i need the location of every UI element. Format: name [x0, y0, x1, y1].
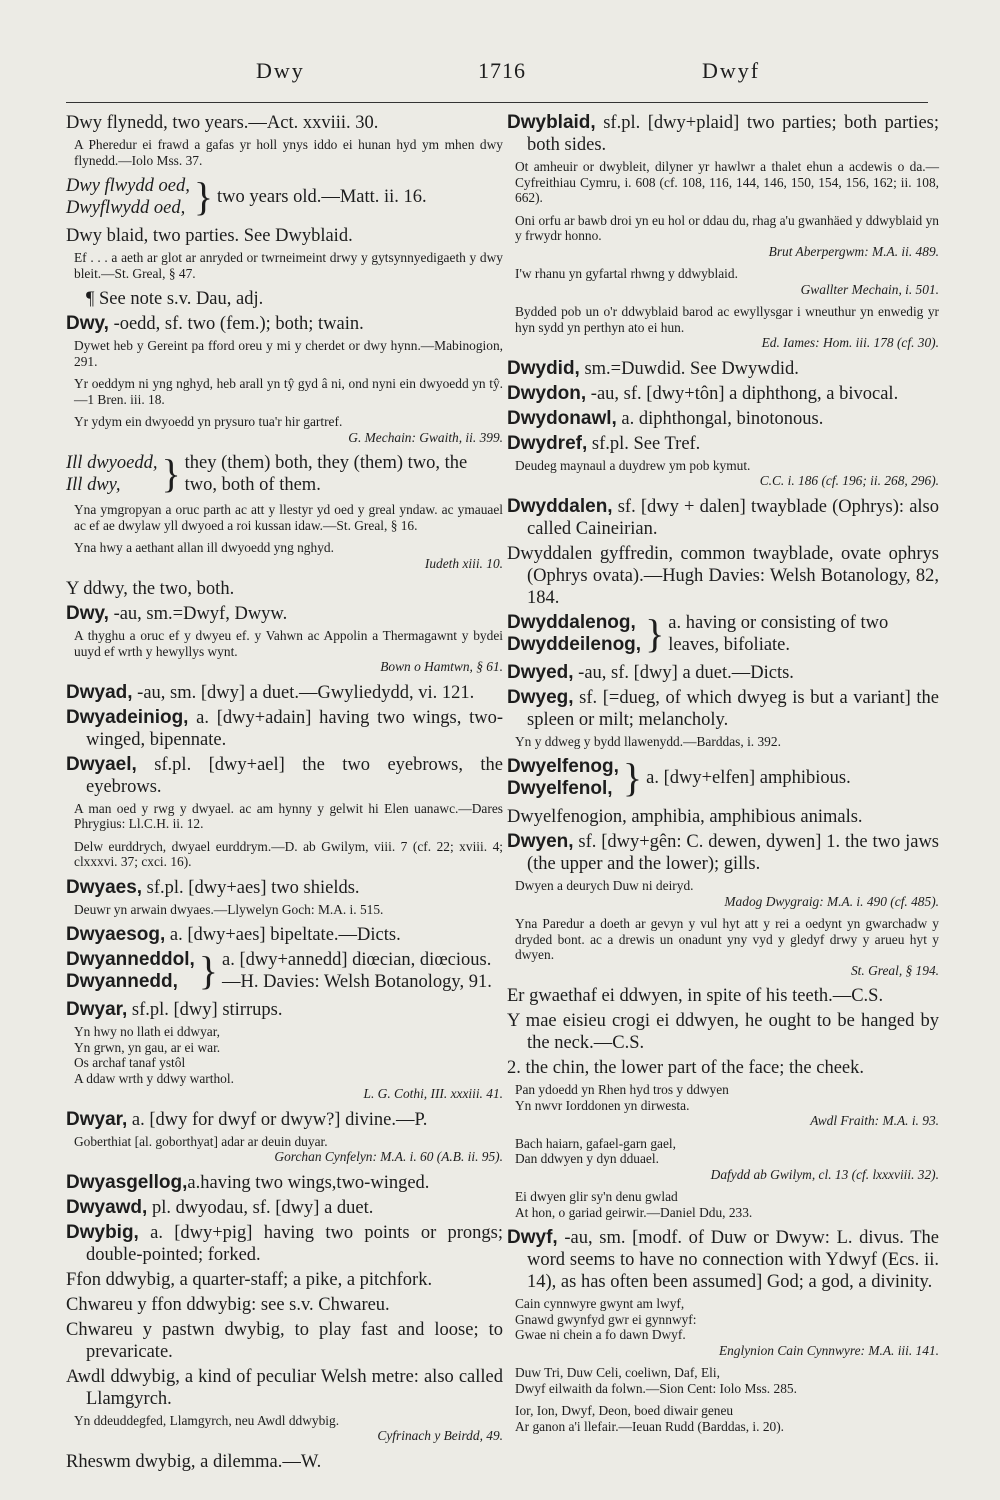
verse-line: Bach haiarn, gafael-garn gael, — [515, 1135, 676, 1151]
braced-definition: a. [dwy+elfen] amphibious. — [646, 768, 851, 788]
entry-definition: -oedd, sf. two (fem.); both; twain. — [108, 314, 364, 334]
citation — [66, 801, 503, 832]
citation-text: Deuwr yn arwain dwyaes.—Llywelyn Goch: M.A. i. 515. — [74, 901, 384, 917]
dictionary-entry — [66, 1172, 503, 1194]
citation — [507, 916, 939, 978]
braced-entry — [66, 175, 503, 219]
citation — [507, 878, 939, 909]
entry-definition: sf. [dwy+gên: C. dewen, dywen] 1. the two jaws (the upper and the lower); gills. — [527, 832, 939, 874]
dictionary-entry — [507, 496, 939, 540]
citation — [66, 839, 503, 870]
citation — [507, 304, 939, 351]
headword: Dwyad, — [66, 681, 133, 703]
citation — [66, 414, 503, 445]
citation-text: Yn ddeuddegfed, Llamgyrch, neu Awdl ddwybig. — [74, 1412, 340, 1428]
braced-headword: Dwyannedd, — [66, 971, 178, 992]
verse-line: Gnawd gwynfyd gwr ei gynnwyf: — [515, 1311, 697, 1327]
brace-symbol: } — [193, 174, 214, 219]
sub-entry: 2. the chin, the lower part of the face; the cheek. — [507, 1058, 864, 1078]
sub-entry: Dwyelfenogion, amphibia, amphibious animals. — [507, 807, 863, 827]
entry-definition: -au, sf. [dwy+tôn] a diphthong, a bivocal. — [586, 383, 899, 404]
sub-entry: Y ddwy, the two, both. — [66, 579, 235, 599]
verse-citation — [507, 1189, 939, 1220]
dictionary-entry — [507, 1227, 939, 1293]
citation-text: Dywet heb y Gereint pa fford oreu y mi y cherdet or dwy hynn.—Mabinogion, 291. — [74, 338, 503, 369]
citation-source: Gwallter Mechain, i. 501. — [800, 281, 939, 297]
headword: Dwyar, — [66, 999, 128, 1020]
dictionary-entry — [66, 682, 503, 704]
dictionary-entry — [507, 687, 939, 731]
page-number: 1716 — [478, 58, 526, 83]
braced-headwords — [66, 452, 157, 496]
citation — [66, 628, 503, 675]
citation-source: Madog Dwygraig: M.A. i. 490 (cf. 485). — [724, 893, 939, 909]
verse-citation — [66, 1024, 503, 1102]
citation-text: Yna ymgropyan a oruc parth ac att y llestyr yd oed y greal yndaw. ac ymauael ac ef ae dwylaw yll dwyoed a roi kussan idaw.—St. Greal, § 16. — [74, 502, 503, 533]
braced-headword: Dwyflwydd oed, — [66, 198, 186, 218]
headword: Dwyaesog, — [66, 924, 166, 945]
citation-source: Awdl Fraith: M.A. i. 93. — [810, 1113, 939, 1128]
verse-citation — [507, 1296, 939, 1358]
entry-definition: -au, sm. [dwy] a duet.—Gwyliedydd, vi. 121. — [132, 682, 475, 703]
citation-text: Yr ydym ein dwyoedd yn prysuro tua'r hir gartref. — [74, 414, 343, 429]
entry-definition: a. [dwy+pig] having two points or prongs; double-pointed; forked. — [86, 1222, 503, 1265]
headword: Dwy, — [66, 313, 109, 334]
headword: Dwydon, — [507, 382, 587, 404]
dictionary-entry — [66, 313, 503, 335]
citation-text: Dwyen a deurych Duw ni deiryd. — [515, 878, 694, 893]
verse-line: Ar ganon a'i llefair.—Ieuan Rudd (Barddas, i. 20). — [515, 1418, 785, 1434]
verse-line: Ei dwyen glir sy'n denu gwlad — [515, 1189, 678, 1204]
citation-source: Iudeth xiii. 10. — [424, 555, 503, 571]
verse-line: A ddaw wrth y ddwy warthol. — [74, 1070, 234, 1086]
dictionary-entry — [66, 707, 503, 751]
usage-note: ¶ See note s.v. Dau, adj. — [86, 289, 264, 309]
dictionary-entry — [66, 754, 503, 798]
entry-definition: a. [dwy for dwyf or dwyw?] divine.—P. — [127, 1109, 428, 1130]
headword: Dwyael, — [66, 753, 137, 775]
verse-line: Os archaf tanaf ystôl — [74, 1055, 186, 1070]
sub-entry: Dwy blaid, two parties. See Dwyblaid. — [66, 226, 353, 246]
verse-line: Duw Tri, Duw Celi, coeliwn, Daf, Eli, — [515, 1365, 720, 1380]
dictionary-entry — [66, 999, 503, 1021]
braced-headword: Dwy flwydd oed, — [66, 176, 190, 196]
entry-definition: sf.pl. [dwy+plaid] two parties; both parties; both sides. — [527, 113, 939, 155]
citation-source: Cyfrinach y Beirdd, 49. — [377, 1428, 503, 1443]
citation-text: A Pheredur ei frawd a gafas yr holl ynys iddo ei hunan hyd ym mhen dwy flynedd.—Iolo Mss. 37. — [74, 137, 503, 168]
citation-source: St. Greal, § 194. — [850, 962, 939, 978]
citation — [66, 902, 503, 918]
dictionary-entry — [507, 383, 939, 405]
braced-headword: Ill dwy, — [66, 475, 121, 495]
sub-entry: Dwy flynedd, two years.—Act. xxviii. 30. — [66, 113, 379, 133]
running-head-right: Dwyf — [702, 58, 761, 83]
citation — [507, 266, 939, 297]
dictionary-entry — [66, 924, 503, 946]
headword: Dwydonawl, — [507, 407, 617, 429]
braced-definition: two years old.—Matt. ii. 16. — [217, 187, 427, 207]
citation — [66, 250, 503, 281]
dictionary-entry — [507, 831, 939, 875]
dictionary-entry — [66, 1109, 503, 1131]
header-rule — [66, 102, 928, 103]
entry-definition: sf.pl. [dwy] stirrups. — [127, 1000, 283, 1020]
sub-entry: Chwareu y ffon ddwybig: see s.v. Chwareu. — [66, 1294, 390, 1315]
headword: Dwyen, — [507, 831, 574, 852]
sub-entry: Dwyddalen gyffredin, common twayblade, ovate ophrys (Ophrys ovata).—Hugh Davies: Welsh Botanology, 82, 184. — [507, 543, 939, 608]
verse-line: Dan ddwyen y dyn dduael. — [515, 1151, 659, 1166]
braced-headword: Dwyelfenol, — [507, 778, 613, 799]
verse-citation — [507, 1403, 939, 1434]
citation-text: A man oed y rwg y dwyael. ac am hynny y gelwit hi Elen uanawc.—Dares Phrygius: Ll.C.H. ii. 12. — [74, 800, 503, 831]
entry-definition: a.having two wings,two-winged. — [187, 1172, 430, 1193]
citation-text: A thyghu a oruc ef y dwyeu ef. y Vahwn ac Appolin a Thermagawnt y bydei uuyd ef wrth y hewyllys wynt. — [74, 628, 503, 659]
braced-headword: Dwyddalenog, — [507, 611, 636, 633]
headword: Dwyddalen, — [507, 495, 613, 517]
citation-source: Dafydd ab Gwilym, cl. 13 (cf. lxxxviii. 32). — [710, 1166, 939, 1182]
citation — [66, 540, 503, 571]
citation — [507, 458, 939, 489]
braced-headwords — [507, 756, 619, 800]
verse-line: Dwyf eilwaith da folwn.—Sion Cent: Iolo Mss. 285. — [515, 1380, 797, 1396]
sub-entry: Y mae eisieu crogi ei ddwyen, he ought to be hanged by the neck.—C.S. — [507, 1011, 939, 1053]
verse-line: Yn hwy no llath ei ddwyar, — [74, 1024, 220, 1039]
citation-text: Ef . . . a aeth ar glot ar anryded or twrneimeint drwy y gytsynnyedigaeth y dwy bleit.—St. Greal, § 47. — [74, 250, 503, 281]
headword: Dwyadeiniog, — [66, 706, 189, 728]
citation-text: Yna hwy a aethant allan ill dwyoedd yng nghyd. — [74, 540, 334, 555]
citation-text: Oni orfu ar bawb droi yn eu hol or ddau du, rhag a'u gwanhäed y ddwyblaid yn y frwydr honno. — [515, 212, 939, 243]
entry-definition: -au, sm. [modf. of Duw or Dwyw: L. divus. The word seems to have no connection with Ydwyf (Ecs. ii. 14), as has often been assumed] God; a god, a divinity. — [527, 1228, 939, 1292]
verse-line: Yn nwvr Iorddonen yn dirwesta. — [515, 1097, 690, 1113]
verse-line: Cain cynnwyre gwynt am lwyf, — [515, 1296, 685, 1311]
headword: Dwyblaid, — [507, 112, 596, 133]
dictionary-entry — [66, 877, 503, 899]
braced-definition: a. having or consisting of two leaves, bifoliate. — [668, 612, 889, 655]
dictionary-entry — [507, 112, 939, 156]
entry-definition: a. diphthongal, binotonous. — [616, 408, 824, 429]
entry-definition: a. [dwy+adain] having two wings, two-winged, bipennate. — [86, 707, 503, 750]
braced-headword: Ill dwyoedd, — [66, 453, 158, 473]
citation-source: L. G. Cothi, III. xxxiii. 41. — [363, 1086, 503, 1101]
verse-line: Gwae ni chein a fo dawn Dwyf. — [515, 1327, 686, 1342]
citation — [66, 376, 503, 407]
headword: Dwyed, — [507, 661, 574, 683]
citation-source: G. Mechain: Gwaith, ii. 399. — [348, 429, 503, 445]
citation-text: Delw eurddrych, dwyael eurddrym.—D. ab Gwilym, viii. 7 (cf. 22; xviii. 4; clxxxvi. 37; cxci. 16). — [74, 838, 503, 869]
citation-text: Deudeg maynaul a duydrew ym pob kymut. — [515, 457, 751, 473]
braced-entry — [66, 949, 503, 993]
brace-symbol: } — [645, 610, 665, 656]
verse-line: Pan ydoedd yn Rhen hyd tros y ddwyen — [515, 1082, 729, 1097]
dictionary-entry — [66, 1197, 503, 1219]
citation-text: Yn y ddweg y bydd llawenydd.—Barddas, i. 392. — [515, 733, 781, 749]
citation-source: Brut Aberpergwm: M.A. ii. 489. — [768, 243, 939, 259]
citation-text: Bydded pob un o'r ddwyblaid barod ac ewyllysgar i wneuthur yn enwedig yr hyn sydd yn perthyn ato ei hun. — [515, 304, 939, 335]
headword: Dwyeg, — [507, 686, 574, 708]
entry-definition: a. [dwy+aes] bipeltate.—Dicts. — [165, 925, 401, 945]
dictionary-entry — [507, 662, 939, 684]
headword: Dwyaes, — [66, 876, 143, 898]
citation-text: Ot amheuir or dwybleit, dilyner yr hawlwr a thalet ehun a acdewis o da.—Cyfreithiau Cymru, i. 608 (cf. 108, 116, 144, 146, 150, 154, 156, 162; ii. 108, 662). — [515, 159, 939, 205]
citation-text: Goberthiat [al. goborthyat] adar ar deuin duyar. — [74, 1133, 328, 1149]
sub-entry: Er gwaethaf ei ddwyen, in spite of his teeth.—C.S. — [507, 986, 884, 1006]
sub-entry: Chwareu y pastwn dwybig, to play fast and loose; to prevaricate. — [66, 1319, 503, 1362]
headword: Dwyf, — [507, 1227, 558, 1248]
headword: Dwydref, — [507, 432, 588, 454]
left-column — [66, 112, 503, 1476]
dictionary-entry — [507, 408, 939, 430]
citation-source: Ed. Iames: Hom. iii. 178 (cf. 30). — [761, 335, 939, 350]
brace-symbol: } — [161, 451, 181, 496]
braced-definition: a. [dwy+annedd] diœcian, diœcious.—H. Davies: Welsh Botanology, 91. — [222, 950, 492, 992]
braced-entry — [66, 452, 503, 496]
citation-source: C.C. i. 186 (cf. 196; ii. 268, 296). — [759, 473, 939, 488]
verse-citation — [507, 1365, 939, 1396]
braced-headword: Dwyelfenog, — [507, 756, 619, 777]
entry-definition: pl. dwyodau, sf. [dwy] a duet. — [147, 1197, 374, 1218]
citation-text: Yna Paredur a doeth ar gevyn y vul hyt att y rei a oedynt yn gwarchadw y dryded bont. ac a drewis un onadunt yny vyd y gledyf drwy y arueu hyt y dwyen. — [515, 916, 939, 962]
citation-source: Gorchan Cynfelyn: M.A. i. 60 (A.B. ii. 95). — [274, 1149, 503, 1164]
braced-entry — [507, 612, 939, 656]
verse-citation — [507, 1136, 939, 1183]
citation-text: Yr oeddym ni yng nghyd, heb arall yn tŷ gyd â ni, ond nyni ein dwyoedd yn tŷ.—1 Bren. iii. 18. — [74, 376, 503, 407]
citation — [507, 159, 939, 206]
brace-symbol: } — [198, 948, 218, 993]
braced-headword: Dwyddeilenog, — [507, 633, 642, 655]
headword: Dwyar, — [66, 1108, 128, 1130]
entry-definition: sm.=Duwdid. See Dwywdid. — [579, 358, 799, 379]
braced-headwords — [507, 612, 641, 656]
entry-definition: -au, sm.=Dwyf, Dwyw. — [108, 604, 288, 624]
verse-citation — [507, 1082, 939, 1129]
braced-headwords — [66, 175, 190, 219]
citation — [66, 502, 503, 533]
dictionary-entry — [507, 358, 939, 380]
verse-line: At hon, o gariad geirwir.—Daniel Ddu, 233. — [515, 1204, 753, 1220]
verse-line: Yn grwn, yn gau, ar ei war. — [74, 1039, 221, 1055]
dictionary-entry — [66, 603, 503, 625]
citation — [66, 1134, 503, 1165]
citation — [507, 734, 939, 750]
citation — [66, 1413, 503, 1444]
brace-symbol: } — [622, 755, 643, 800]
headword: Dwyawd, — [66, 1196, 148, 1218]
verse-line: Ior, Ion, Dwyf, Deon, boed diwair geneu — [515, 1403, 734, 1418]
sub-entry: Awdl ddwybig, a kind of peculiar Welsh metre: also called Llamgyrch. — [66, 1366, 503, 1409]
citation — [66, 338, 503, 369]
running-head-left: Dwy — [256, 58, 305, 83]
sub-entry: Rheswm dwybig, a dilemma.—W. — [66, 1451, 322, 1472]
right-column — [507, 112, 939, 1441]
entry-definition: sf. [dwy + dalen] twayblade (Ophrys): also called Caineirian. — [527, 496, 939, 539]
citation — [66, 137, 503, 168]
braced-definition: they (them) both, they (them) two, the two, both of them. — [184, 453, 468, 495]
braced-headwords — [66, 949, 195, 993]
entry-definition: sf.pl. See Tref. — [587, 433, 701, 454]
dictionary-entry — [507, 433, 939, 455]
citation-text: I'w rhanu yn gyfartal rhwng y ddwyblaid. — [515, 266, 738, 281]
entry-definition: sf.pl. [dwy+ael] the two eyebrows, the eyebrows. — [86, 754, 503, 797]
entry-definition: sf. [=dueg, of which dwyeg is but a variant] the spleen or milt; melancholy. — [527, 687, 939, 730]
headword: Dwyasgellog, — [66, 1171, 188, 1193]
citation-source: Englynion Cain Cynnwyre: M.A. iii. 141. — [718, 1342, 939, 1358]
braced-entry — [507, 756, 939, 800]
entry-definition: sf.pl. [dwy+aes] two shields. — [142, 877, 360, 898]
braced-headword: Dwyanneddol, — [66, 949, 195, 970]
dictionary-entry — [66, 1222, 503, 1266]
citation-source: Bown o Hamtwn, § 61. — [380, 659, 503, 674]
headword: Dwy, — [66, 603, 109, 624]
headword: Dwydid, — [507, 357, 580, 379]
entry-definition: -au, sf. [dwy] a duet.—Dicts. — [573, 662, 794, 683]
headword: Dwybig, — [66, 1221, 139, 1243]
sub-entry: Ffon ddwybig, a quarter-staff; a pike, a pitchfork. — [66, 1269, 433, 1290]
citation — [507, 213, 939, 260]
